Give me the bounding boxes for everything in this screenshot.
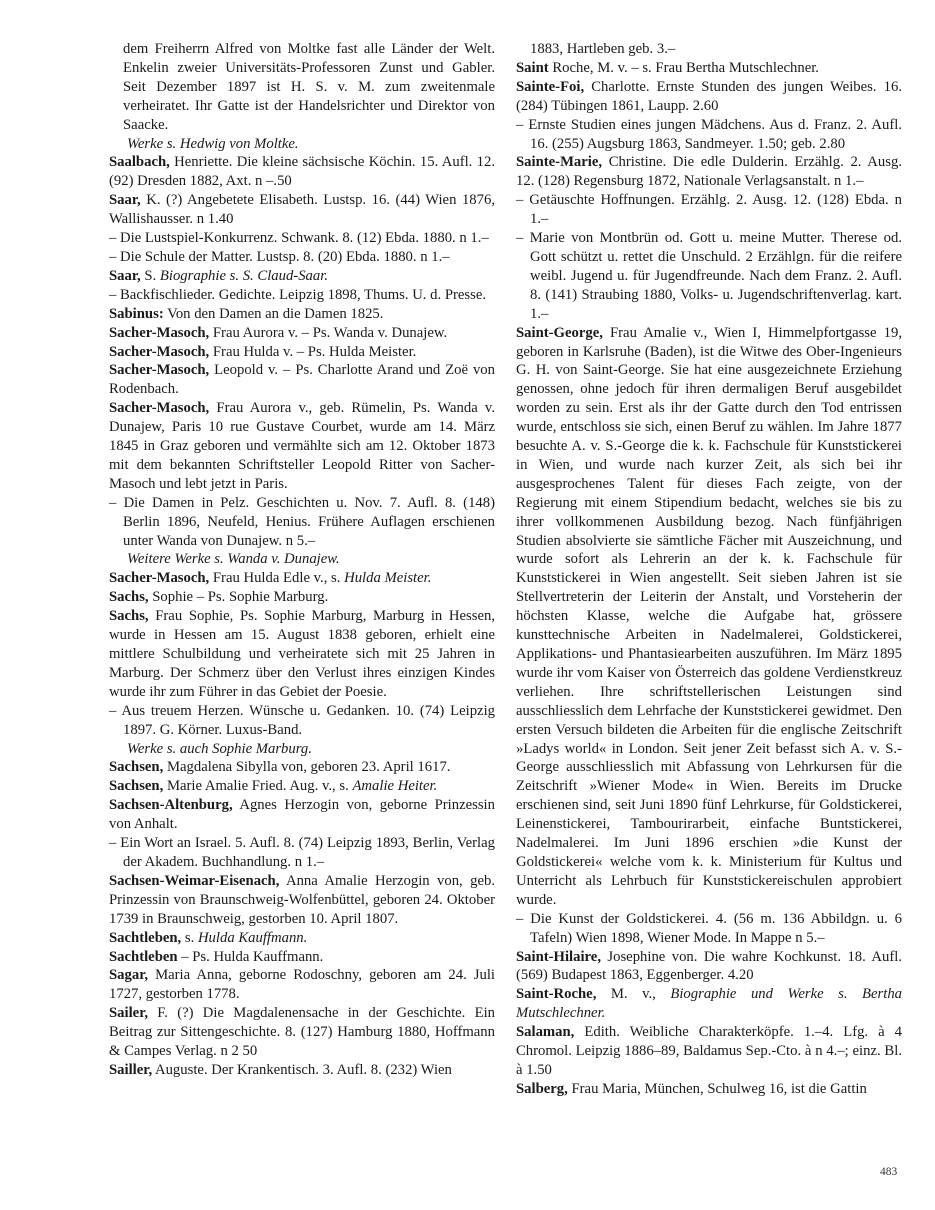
headword: Saint-George, (516, 324, 603, 341)
left-entry-25 (109, 929, 495, 948)
right-sub-5 (516, 191, 902, 229)
left-entry-12 (109, 399, 495, 494)
headword: Saalbach, (109, 154, 170, 171)
headword: Sachsen, (109, 759, 164, 776)
headword: Sabinus: (109, 305, 164, 322)
entry-text: Frau Sophie, Ps. Sophie Marburg, Marburg in Hessen, wurde in Hessen am 15. August 1838 geboren, erhielt eine mittlere Schulbildung und verheiratete sich mit 25 Jahren in Marburg. Der Schmerz über den Verlust ihres einzigen Kindes wurde ihr zum Führer in das Gebiet der Poesie. (109, 608, 495, 700)
entry-text: K. (?) Angebetete Elisabeth. Lustsp. 16. (44) Wien 1876, Wallishausser. n 1.40 (109, 192, 495, 228)
left-entry-11 (109, 361, 495, 399)
right-entry-9 (516, 948, 902, 986)
entry-text: Auguste. Der Krankentisch. 3. Aufl. 8. (232) Wien (152, 1061, 452, 1078)
headword: Saint-Hilaire, (516, 948, 601, 965)
left-entry-17 (109, 607, 495, 702)
entry-text: Frau Aurora v., geb. Rümelin, Ps. Wanda v. Dunajew, Paris 10 rue Gustave Courbet, wurde am 14. März 1845 in Graz geboren und vermählte sich am 12. Oktober 1873 mit dem bekannten Schriftsteller Leopold Ritter von Sacher-Masoch und lebt jetzt in Paris. (109, 400, 495, 492)
left-sub-18 (109, 702, 495, 740)
headword: Sachsen-Altenburg, (109, 797, 233, 814)
left-sub-7 (109, 286, 495, 305)
entry-text: Frau Hulda v. – Ps. Hulda Meister. (209, 343, 417, 360)
italic-text: Hulda Meister. (344, 570, 432, 587)
right-entry-2 (516, 78, 902, 116)
italic-text: Biographie s. S. Claud-Saar. (159, 267, 328, 284)
entry-text: Marie Amalie Fried. Aug. v., s. (163, 778, 353, 795)
entry-text: Sophie – Ps. Sophie Marburg. (148, 589, 329, 606)
left-entry-29 (109, 1061, 495, 1080)
left-cont-0 (109, 40, 495, 135)
left-entry-24 (109, 872, 495, 929)
italic-text: Amalie Heiter. (352, 778, 438, 795)
headword: Sachsen, (109, 778, 164, 795)
right-cont-0 (516, 40, 902, 59)
page-number: 483 (880, 1166, 898, 1178)
italic-text: Biographie und Werke s. Bertha Mutschlechner. (516, 986, 903, 1022)
left-entry-20 (109, 758, 495, 777)
entry-text: Frau Maria, München, Schulweg 16, ist die Gattin (567, 1080, 867, 1097)
left-entry-27 (109, 966, 495, 1004)
headword: Sachsen-Weimar-Eisenach, (109, 872, 280, 889)
left-sub-23 (109, 834, 495, 872)
left-sub-4 (109, 229, 495, 248)
left-entry-8 (109, 305, 495, 324)
left-column (109, 40, 495, 1080)
left-entry-28 (109, 1004, 495, 1061)
entry-text: Werke s. auch Sophie Marburg. (127, 740, 312, 757)
headword: Saint (516, 59, 549, 76)
entry-text: – Die Schule der Matter. Lustsp. 8. (20) Ebda. 1880. n 1.– (109, 248, 450, 265)
entry-text: Weitere Werke s. Wanda v. Dunajew. (127, 551, 340, 568)
headword: Saar, (109, 192, 141, 209)
entry-text: Josephine von. Die wahre Kochkunst. 18. Aufl. (569) Budapest 1863, Eggenberger. 4.20 (516, 948, 902, 984)
right-sub-8 (516, 910, 902, 948)
entry-text: Von den Damen an die Damen 1825. (163, 305, 384, 322)
entry-text: Henriette. Die kleine sächsische Köchin. 15. Aufl. 12. (92) Dresden 1882, Axt. n –.50 (109, 154, 495, 190)
headword: Salberg, (516, 1080, 568, 1097)
right-sub-3 (516, 116, 902, 154)
entry-text: Magdalena Sibylla von, geboren 23. April 1617. (163, 759, 451, 776)
entry-text: Christine. Die edle Dulderin. Erzählg. 2. Ausg. 12. (128) Regensburg 1872, Nationale Verlagsanstalt. n 1.– (516, 154, 902, 190)
entry-text: Werke s. Hedwig von Moltke. (127, 135, 299, 152)
entry-text: Maria Anna, geborne Rodoschny, geboren am 24. Juli 1727, gestorben 1778. (109, 967, 495, 1003)
entry-text: Anna Amalie Herzogin von, geb. Prinzessin von Braunschweig-Wolfenbüttel, geboren 24. Oktober 1739 in Braunschweig, gestorben 10. April 1807. (109, 872, 495, 927)
left-entry-21 (109, 777, 495, 796)
entry-text: Leopold v. – Ps. Charlotte Arand und Zoë von Rodenbach. (109, 362, 495, 398)
entry-text: Frau Aurora v. – Ps. Wanda v. Dunajew. (209, 324, 448, 341)
left-entry-3 (109, 191, 495, 229)
right-column (516, 40, 902, 1099)
left-sub-5 (109, 248, 495, 267)
left-sub-13 (109, 494, 495, 551)
headword: Saar, (109, 267, 141, 284)
entry-text: Charlotte. Ernste Stunden des jungen Weibes. 16. (284) Tübingen 1861, Laupp. 2.60 (516, 78, 902, 114)
headword: Sainte-Marie, (516, 154, 603, 171)
headword: Sachs, (109, 589, 149, 606)
right-entry-4 (516, 153, 902, 191)
right-entry-11 (516, 1023, 902, 1080)
entry-text: – Die Kunst der Goldstickerei. 4. (56 m. 136 Abbildgn. u. 6 Tafeln) Wien 1898, Wiener Mode. In Mappe n 5.– (516, 910, 902, 946)
entry-text: Edith. Weibliche Charakterköpfe. 1.–4. Lfg. à 4 Chromol. Leipzig 1886–89, Baldamus Sep.-Cto. à n 4.–; einz. Bl. à 1.50 (516, 1024, 902, 1078)
headword: Sachs, (109, 608, 149, 625)
entry-text: 1883, Hartleben geb. 3.– (530, 41, 676, 57)
entry-text: F. (?) Die Magdalenensache in der Geschichte. Ein Beitrag zur Sittengeschichte. 8. (127) Hamburg 1880, Hoffmann & Campes Verlag. n 2 50 (109, 1005, 495, 1060)
entry-text: – Aus treuem Herzen. Wünsche u. Gedanken. 10. (74) Leipzig 1897. G. Körner. Luxus-Band. (109, 702, 495, 738)
left-note-19 (109, 740, 495, 759)
headword: Sacher-Masoch, (109, 400, 210, 417)
left-note-14 (109, 550, 495, 569)
entry-text: Frau Amalie v., Wien I, Himmelpfortgasse 19, geboren in Karlsruhe (Baden), ist die Witwe des Ober-Ingenieurs G. H. von Saint-George. Sie hat eine ausgezeichnete Erziehung genossen, ohne jedoch für ihren dermaligen Beruf ausgebildet worden zu sein. Erst als ihr der Gatte durch den Tod entrissen wurde, entschloss sie sich, einen Beruf zu wählen. Im Jahre 1877 besuchte A. v. S.-George die k. k. Fachschule für Kunststickerei in Wien, und wurde nach kurzer Zeit, als sich bei ihr ausgesprochenes Talent für dieses Fach zeigte, von der Regierung mit einem Stipendium bedacht, welches sie bis zu ihrer vollkommenen Ausbildung bezog. Nach fünfjährigen Studien absolvierte sie sämtliche Fächer mit Auszeichnung, und wurde sofort als Lehrerin an der k. k. Fachschule für Kunststickerei in Wien angestellt. Seit sieben Jahren ist sie Stellvertreterin der Leiterin der Anstalt, und Vorsteherin der höchsten Klasse, welche die Aufgabe hat, grössere kunsttechnische Arbeiten in Nadelmalerei, Goldstickerei, Applikations- und Phantasiearbeiten auszuführen. Im März 1895 wurde ihr vom Kaiser von Österreich das goldene Verdienstkreuz verliehen. Ihre schriftstellerischen Leistungen sind ausschliesslich dem Lehrfache der Kunststickerei gewidmet. Den ersten Versuch bildeten die Arbeiten für die englische Zeitschrift »Ladys world« in London. Seit jener Zeit befasst sich A. v. S.-George ausschliesslich mit Abfassung von Lehrkursen für die Zeitschrift »Wiener Mode« in Wien. Bereits im Drucke erschienen sind, seit Juni 1890 fünf Lehrkurse, für Goldstickerei, Leinenstickerei, Tambourirarbeit, einfache Buntstickerei, Nadelmalerei. Im Juni 1896 erschien »die Kunst der Goldstickerei« welche vom k. k. Ministerium für Kultus und Unterricht als Lehrbuch für Kunststickereischulen approbiert wurde. (516, 324, 902, 908)
left-entry-16 (109, 588, 495, 607)
italic-text: Hulda Kauffmann. (197, 929, 308, 946)
right-entry-7 (516, 324, 902, 910)
entry-text: M. v., (596, 986, 671, 1003)
headword: Sacher-Masoch, (109, 362, 210, 379)
entry-text: dem Freiherrn Alfred von Moltke fast alle Länder der Welt. Enkelin zweier Universitäts-Professoren Zunst und Gabler. Seit Dezember 1897 ist H. S. v. M. zum zweitenmale verheiratet. Ihr Gatte ist der Handelsrichter und Direktor von Saacke. (123, 41, 495, 133)
right-entry-12 (516, 1080, 902, 1099)
headword: Salaman, (516, 1024, 575, 1041)
headword: Sacher-Masoch, (109, 343, 210, 360)
right-sub-6 (516, 229, 902, 324)
entry-text: S. (140, 267, 160, 284)
entry-text: – Backfischlieder. Gedichte. Leipzig 1898, Thums. U. d. Presse. (109, 286, 487, 303)
entry-text: – Getäuschte Hoffnungen. Erzählg. 2. Ausg. 12. (128) Ebda. n 1.– (516, 192, 902, 228)
entry-text: Roche, M. v. – s. Frau Bertha Mutschlechner. (548, 59, 819, 76)
entry-text: Agnes Herzogin von, geborne Prinzessin von Anhalt. (109, 797, 495, 833)
entry-text: – Ein Wort an Israel. 5. Aufl. 8. (74) Leipzig 1893, Berlin, Verlag der Akadem. Buchhandlung. n 1.– (109, 835, 495, 870)
left-entry-15 (109, 569, 495, 588)
right-entry-1 (516, 59, 902, 78)
headword: Sacher-Masoch, (109, 570, 210, 587)
left-entry-2 (109, 153, 495, 191)
headword: Sachtleben, (109, 929, 182, 946)
entry-text: – Ps. Hulda Kauffmann. (177, 948, 324, 965)
right-entry-10 (516, 985, 902, 1023)
left-entry-10 (109, 343, 495, 362)
left-entry-22 (109, 796, 495, 834)
entry-text: – Die Lustspiel-Konkurrenz. Schwank. 8. (12) Ebda. 1880. n 1.– (109, 230, 489, 247)
headword: Saint-Roche, (516, 986, 597, 1003)
headword: Sailler, (109, 1061, 153, 1078)
headword: Sagar, (109, 967, 149, 984)
entry-text: – Ernste Studien eines jungen Mädchens. Aus d. Franz. 2. Aufl. 16. (255) Augsburg 1863, Sandmeyer. 1.50; geb. 2.80 (516, 116, 902, 152)
headword: Sailer, (109, 1005, 149, 1022)
left-entry-26 (109, 948, 495, 967)
entry-text: s. (181, 929, 198, 946)
left-entry-9 (109, 324, 495, 343)
headword: Sainte-Foi, (516, 78, 585, 95)
left-entry-6 (109, 267, 495, 286)
entry-text: – Die Damen in Pelz. Geschichten u. Nov. 7. Aufl. 8. (148) Berlin 1896, Neufeld, Henius. Frühere Auflagen erschienen unter Wanda von Dunajew. n 5.– (109, 494, 495, 549)
left-note-1 (109, 135, 495, 154)
entry-text: Frau Hulda Edle v., s. (209, 570, 345, 587)
headword: Sachtleben (109, 948, 178, 965)
headword: Sacher-Masoch, (109, 324, 210, 341)
entry-text: – Marie von Montbrün od. Gott u. meine Mutter. Therese od. Gott schützt u. rettet die Unschuld. 2 Erzählgn. für die reifere weibl. Jugend u. für Jugendfreunde. Nach dem Franz. 2. Aufl. 8. (141) Straubing 1880, Volks- u. Jugendschriftenverlag. kart. 1.– (516, 230, 902, 322)
